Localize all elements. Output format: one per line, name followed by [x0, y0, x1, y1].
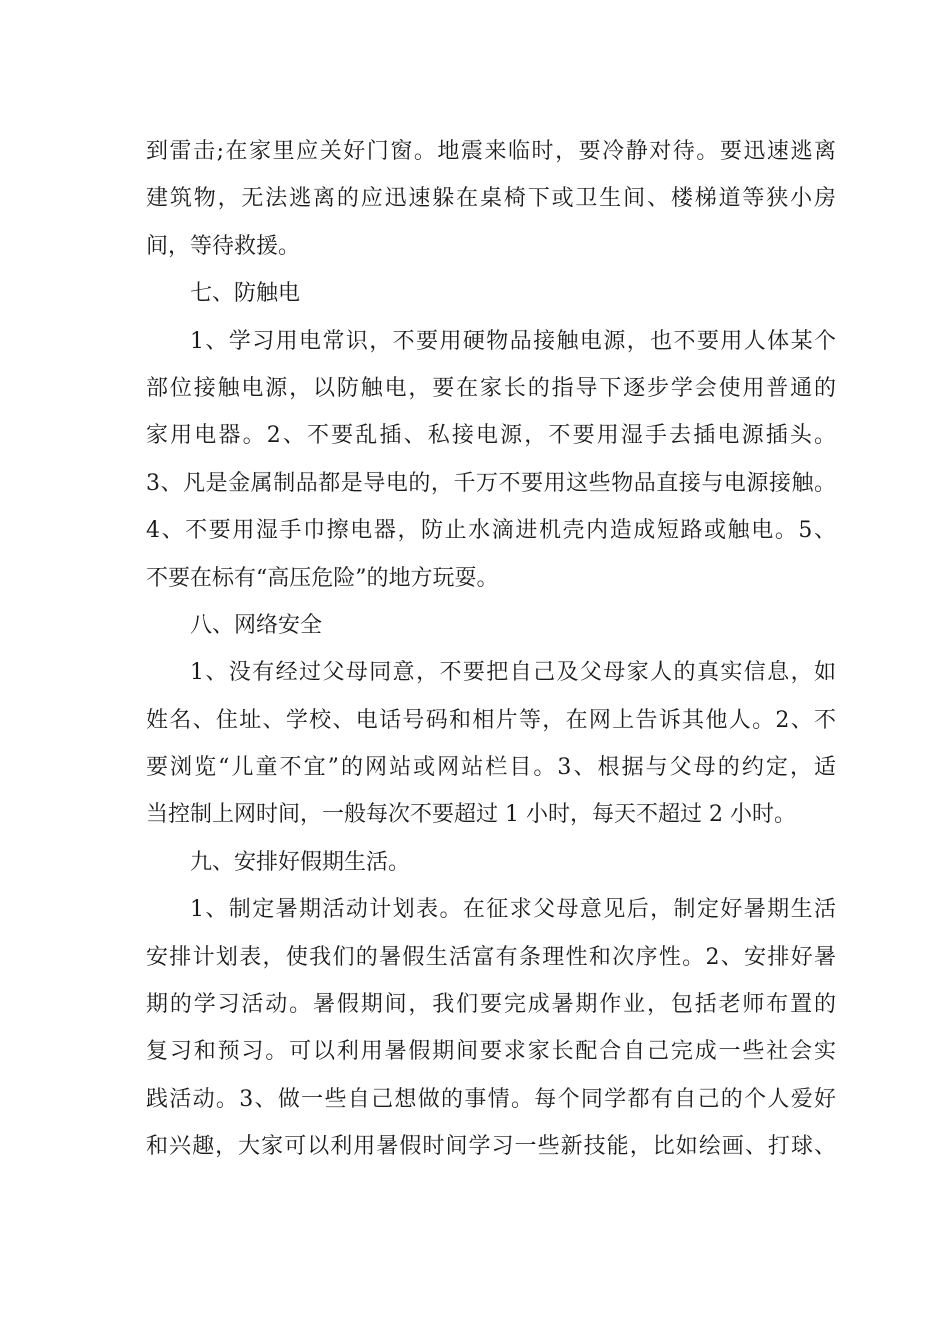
text-line: 不要在标有“高压危险”的地方玩耍。 [146, 565, 499, 591]
text-line: 复习和预习。可以利用暑假期间要求家长配合自己完成一些社会实 [146, 1039, 836, 1065]
text-line: 部位接触电源，以防触电，要在家长的指导下逐步学会使用普通的 [146, 375, 836, 401]
text-line: 建筑物，无法逃离的应迅速躲在桌椅下或卫生间、楼梯道等狭小房 [146, 186, 836, 212]
text-line: 1、学习用电常识，不要用硬物品接触电源，也不要用人体某个 [190, 328, 836, 354]
text-line: 七、防触电 [190, 281, 301, 307]
text-line: 要浏览“儿童不宜”的网站或网站栏目。3、根据与父母的约定，适 [146, 755, 836, 781]
text-line: 期的学习活动。暑假期间，我们要完成暑期作业，包括老师布置的 [146, 992, 836, 1018]
text-line: 1、没有经过父母同意，不要把自己及父母家人的真实信息，如 [190, 660, 836, 686]
text-line: 和兴趣，大家可以利用暑假时间学习一些新技能，比如绘画、打球、 [146, 1134, 836, 1160]
text-line: 安排计划表，使我们的暑假生活富有条理性和次序性。2、安排好暑 [146, 944, 836, 970]
text-line: 间，等待救援。 [146, 233, 301, 259]
text-line: 九、安排好假期生活。 [190, 849, 411, 875]
text-line: 八、网络安全 [190, 612, 323, 638]
text-line: 姓名、住址、学校、电话号码和相片等，在网上告诉其他人。2、不 [146, 707, 836, 733]
text-line: 家用电器。2、不要乱插、私接电源，不要用湿手去插电源插头。 [146, 423, 836, 449]
text-line: 到雷击;在家里应关好门窗。地震来临时，要冷静对待。要迅速逃离 [146, 139, 836, 164]
text-line: 1、制定暑期活动计划表。在征求父母意见后，制定好暑期生活 [190, 897, 836, 923]
text-line: 3、凡是金属制品都是导电的，千万不要用这些物品直接与电源接触。 [146, 470, 836, 496]
text-line: 当控制上网时间，一般每次不要超过 1 小时，每天不超过 2 小时。 [146, 802, 796, 828]
document-body [146, 128, 836, 1171]
text-line: 践活动。3、做一些自己想做的事情。每个同学都有自己的个人爱好 [146, 1086, 836, 1112]
text-line: 4、不要用湿手巾擦电器，防止水滴进机壳内造成短路或触电。5、 [146, 518, 836, 544]
